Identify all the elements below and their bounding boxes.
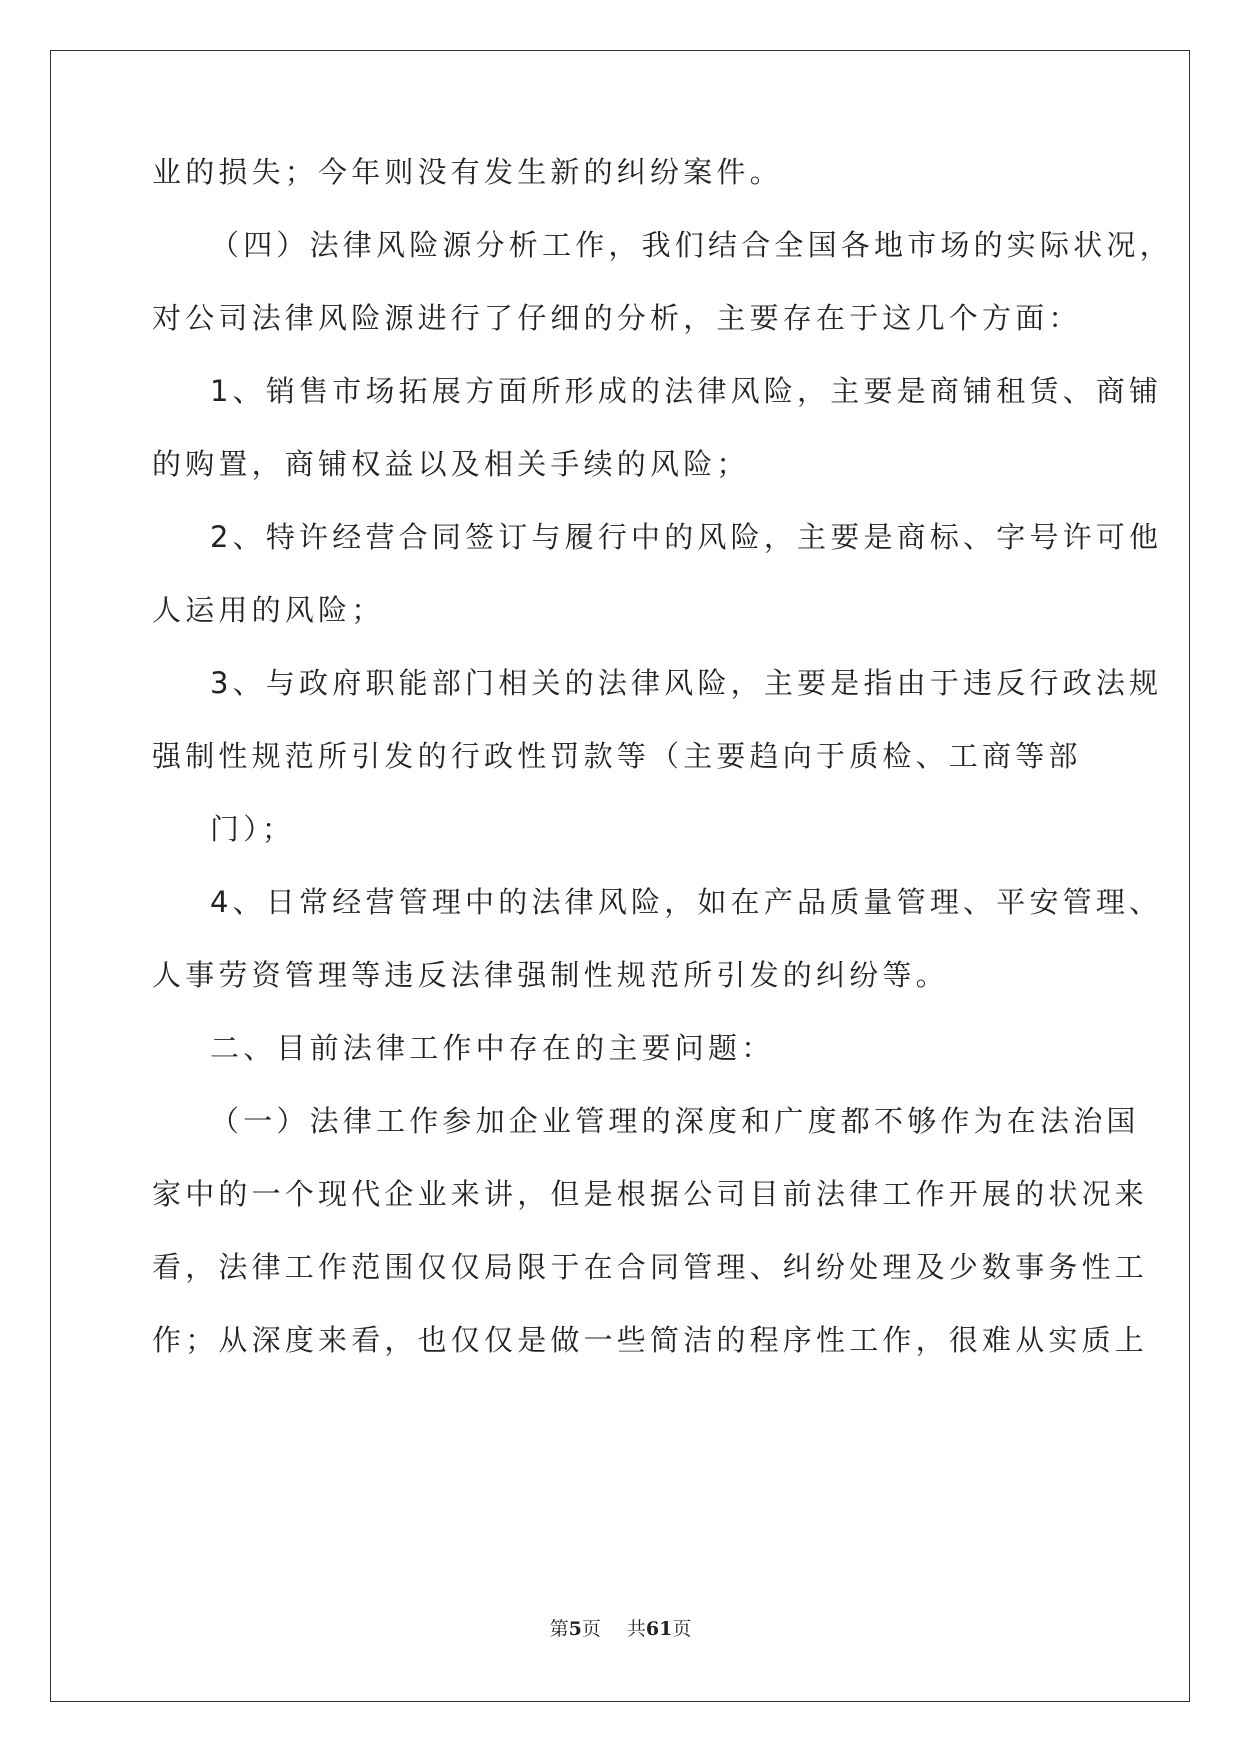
text-line: （一）法律工作参加企业管理的深度和广度都不够作为在法治国 <box>210 1104 1140 1138</box>
text-line: 业的损失；今年则没有发生新的纠纷案件。 <box>152 155 783 189</box>
text-line: 2、特许经营合同签订与履行中的风险，主要是商标、字号许可他 <box>210 520 1163 554</box>
text-line: 作；从深度来看，也仅仅是做一些简洁的程序性工作，很难从实质上 <box>152 1323 1149 1357</box>
text-line: 4、日常经营管理中的法律风险，如在产品质量管理、平安管理、 <box>210 885 1163 919</box>
total-pages: 61 <box>645 1618 673 1640</box>
text-line: 对公司法律风险源进行了仔细的分析，主要存在于这几个方面： <box>152 301 1082 335</box>
text-line: （四）法律风险源分析工作，我们结合全国各地市场的实际状况， <box>210 228 1173 262</box>
text-line: 门）； <box>210 812 296 846</box>
text-line: 强制性规范所引发的行政性罚款等（主要趋向于质检、工商等部 <box>152 739 1082 773</box>
page-label-suffix: 页 <box>581 1618 601 1640</box>
text-line: 家中的一个现代企业来讲，但是根据公司目前法律工作开展的状况来 <box>152 1177 1149 1211</box>
text-line: 的购置，商铺权益以及相关手续的风险； <box>152 447 750 481</box>
page-number: 5 <box>568 1618 582 1640</box>
text-line: 人运用的风险； <box>152 593 385 627</box>
page-label-prefix: 第 <box>549 1618 569 1640</box>
text-line: 3、与政府职能部门相关的法律风险，主要是指由于违反行政法规 <box>210 666 1163 700</box>
text-line: 人事劳资管理等违反法律强制性规范所引发的纠纷等。 <box>152 958 949 992</box>
total-label-prefix: 共 <box>626 1618 646 1640</box>
text-line: 看，法律工作范围仅仅局限于在合同管理、纠纷处理及少数事务性工 <box>152 1250 1149 1284</box>
text-line: 二、目前法律工作中存在的主要问题： <box>210 1031 775 1065</box>
total-label-suffix: 页 <box>672 1618 692 1640</box>
page-footer <box>0 1616 1241 1642</box>
text-line: 1、销售市场拓展方面所形成的法律风险，主要是商铺租赁、商铺 <box>210 374 1163 408</box>
